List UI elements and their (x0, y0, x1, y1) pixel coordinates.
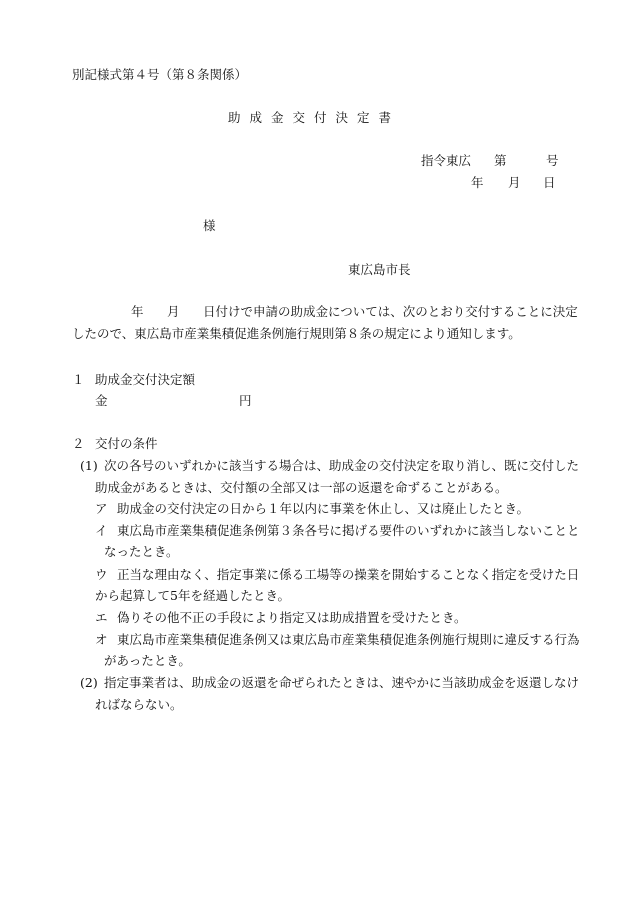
sub-e-mark: エ (95, 610, 108, 625)
issue-date-year: 年 (471, 175, 484, 190)
issue-number-go: 号 (546, 153, 559, 168)
body-year: 年 (131, 304, 144, 319)
sub-i-mark: イ (95, 523, 108, 538)
issue-number-dai: 第 (494, 153, 507, 168)
body-text-line2: したので、東広島市産業集積促進条例施行規則第８条の規定により通知します。 (72, 326, 521, 341)
condition2-line1: 指定事業者は、助成金の返還を命ぜられたときは、速やかに当該助成金を返還しなけ (104, 675, 580, 690)
amount-unit: 円 (239, 393, 252, 408)
body-month: 月 (167, 304, 180, 319)
section1-number: １ (72, 372, 85, 387)
section2-number: ２ (72, 436, 85, 451)
document-title: 助成金交付決定書 (228, 110, 401, 125)
issue-date-day: 日 (543, 175, 556, 190)
form-label: 別記様式第４号（第８条関係） (72, 67, 248, 82)
sub-u-line1: 正当な理由なく、指定事業に係る工場等の操業を開始することなく指定を受けた日 (117, 567, 580, 582)
section2-heading: 交付の条件 (95, 436, 158, 451)
sub-o-line1: 東広島市産業集積促進条例又は東広島市産業集積促進条例施行規則に違反する行為 (117, 632, 580, 647)
issue-date-month: 月 (508, 175, 521, 190)
condition2-number: (2) (80, 675, 98, 690)
sub-u-line2: から起算して5年を経過したとき。 (95, 588, 290, 603)
section1-heading: 助成金交付決定額 (95, 372, 196, 387)
sub-o-mark: オ (95, 632, 108, 647)
condition2-line2: ればならない。 (95, 697, 183, 712)
condition1-number: (1) (80, 458, 98, 473)
body-text-line1: 日付けで申請の助成金については、次のとおり交付することに決定 (203, 304, 578, 319)
sub-u-mark: ウ (95, 567, 108, 582)
addressee-suffix: 様 (203, 218, 216, 233)
sub-a-text: 助成金の交付決定の日から１年以内に事業を休止し、又は廃止したとき。 (117, 501, 530, 516)
sub-i-line1: 東広島市産業集積促進条例第３条各号に掲げる要件のいずれかに該当しないことと (117, 523, 580, 538)
issue-number-prefix: 指令東広 (421, 153, 472, 168)
sub-a-mark: ア (95, 501, 108, 516)
condition1-line2: 助成金があるときは、交付額の全部又は一部の返還を命ずることがある。 (95, 480, 508, 495)
sub-i-line2: なったとき。 (104, 544, 179, 559)
sub-e-text: 偽りその他不正の手段により指定又は助成措置を受けたとき。 (117, 610, 467, 625)
sub-o-line2: があったとき。 (104, 653, 191, 668)
condition1-line1: 次の各号のいずれかに該当する場合は、助成金の交付決定を取り消し、既に交付した (104, 458, 580, 473)
issuer-name: 東広島市長 (348, 262, 411, 277)
amount-prefix: 金 (95, 393, 108, 408)
